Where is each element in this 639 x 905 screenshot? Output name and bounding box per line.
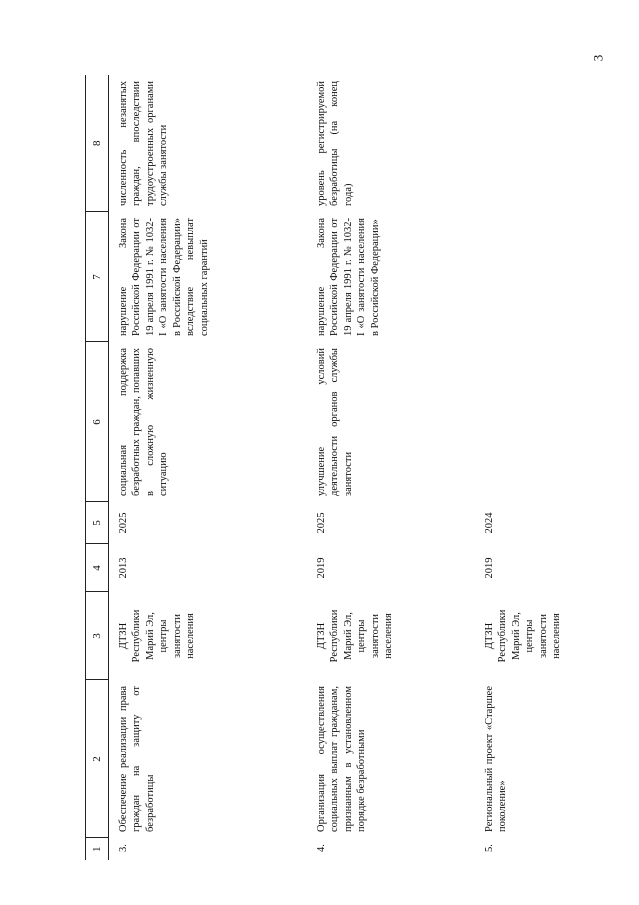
measure-cell: Организация осуществления социальных выплат гражданам, признанным в установленном порядке безработными: [316, 686, 368, 832]
table-row: [475, 75, 613, 860]
measures-table: [85, 75, 613, 860]
start-year-cell: 2013: [118, 557, 129, 579]
column-header: 3: [86, 592, 109, 680]
table-row: [109, 75, 308, 860]
result-cell: улучшение условий деятельности органов службы занятости: [316, 348, 354, 496]
column-header: 6: [86, 342, 109, 502]
executor-cell: ДТЗН Республики Марий Эл, центры занятости населения: [484, 609, 563, 663]
indicator-cell: [475, 75, 613, 212]
table-row: [307, 75, 475, 860]
end-year-cell: 2025: [118, 512, 129, 534]
consequences-cell: [475, 212, 613, 342]
indicator-cell: численность незанятых граждан, впоследствии трудоустроенных органами службы занятости: [118, 81, 170, 206]
end-year-cell: 2024: [484, 512, 495, 534]
column-header: 2: [86, 680, 109, 838]
consequences-cell: нарушение Закона Российской Федерации от 19 апреля 1991 г. № 1032-I «О занятости населения в Российской Федерации»: [316, 218, 381, 336]
header-row: [86, 75, 109, 860]
column-header: 7: [86, 212, 109, 342]
page-number: 3: [589, 54, 605, 62]
executor-cell: ДТЗН Республики Марий Эл, центры занятости населения: [316, 609, 395, 663]
end-year-cell: 2025: [316, 512, 327, 534]
start-year-cell: 2019: [484, 557, 495, 579]
row-number: 5.: [484, 844, 495, 852]
column-header: 8: [86, 75, 109, 212]
rotated-table-container: [85, 75, 605, 860]
result-cell: [475, 342, 613, 502]
column-header: 4: [86, 544, 109, 592]
column-header: 1: [86, 838, 109, 860]
start-year-cell: 2019: [316, 557, 327, 579]
column-header: 5: [86, 502, 109, 544]
measure-cell: Региональный проект «Старшее поколение»: [484, 686, 509, 832]
row-number: 4.: [316, 844, 327, 852]
executor-cell: ДТЗН Республики Марий Эл, центры занятости населения: [118, 609, 197, 663]
result-cell: социальная поддержка безработных граждан, попавших в сложную жизненную ситуацию: [118, 348, 170, 496]
row-number: 3.: [118, 844, 129, 852]
consequences-cell: нарушение Закона Российской Федерации от 19 апреля 1991 г. № 1032-I «О занятости населения в Российской Федерации» вследствие невыплат социальных гарантий: [118, 218, 210, 336]
measure-cell: Обеспечение реализации права граждан на защиту от безработицы: [118, 686, 156, 832]
indicator-cell: уровень регистрируемой безработицы (на конец года): [316, 81, 354, 206]
